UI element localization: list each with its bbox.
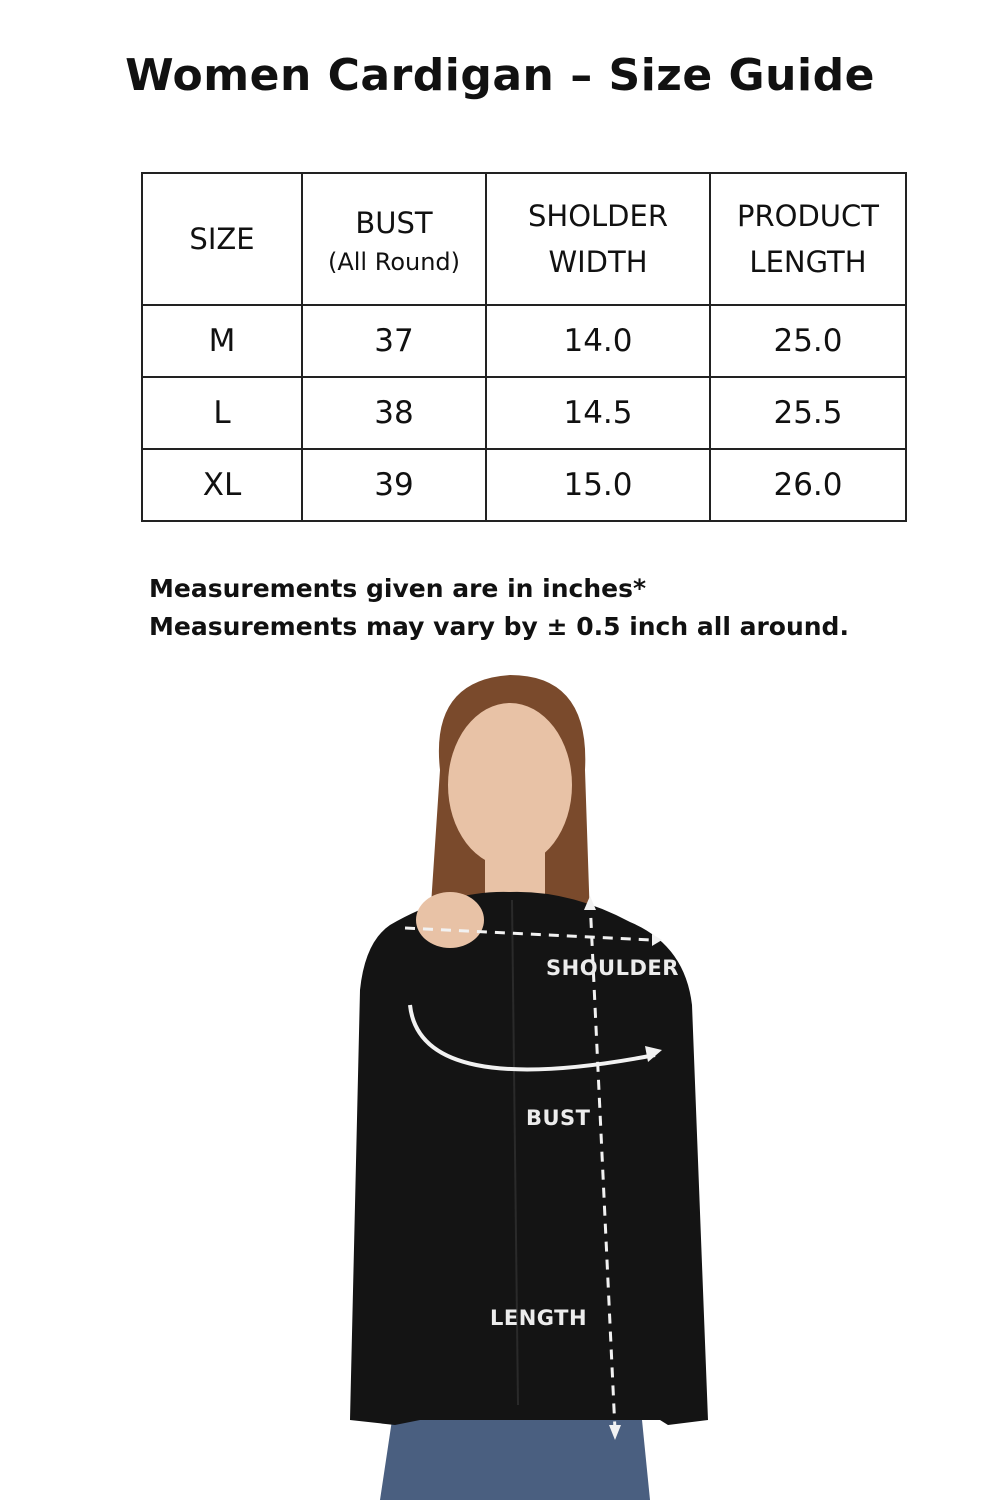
cell-length: 25.0 [710, 305, 906, 377]
model-face [448, 703, 572, 867]
cell-shoulder: 14.5 [486, 377, 710, 449]
bust-label: BUST [526, 1106, 591, 1130]
table-row [142, 377, 906, 449]
length-label: LENGTH [490, 1306, 588, 1330]
measurement-notes [149, 570, 849, 646]
table-header-row [142, 173, 906, 305]
header-shoulder-sublabel: WIDTH [548, 245, 648, 279]
header-length-label: PRODUCT [737, 199, 879, 233]
cell-size: XL [142, 449, 302, 521]
table-row [142, 305, 906, 377]
cell-size: M [142, 305, 302, 377]
cell-bust: 39 [302, 449, 486, 521]
model-illustration [300, 660, 760, 1500]
cell-length: 26.0 [710, 449, 906, 521]
size-chart-table [141, 172, 907, 522]
note-tolerance: Measurements may vary by ± 0.5 inch all around. [149, 612, 849, 641]
cell-length: 25.5 [710, 377, 906, 449]
table-row [142, 449, 906, 521]
shoulder-label: SHOULDER [546, 956, 679, 980]
header-shoulder-label: SHOLDER [527, 199, 668, 233]
cell-bust: 38 [302, 377, 486, 449]
cell-shoulder: 14.0 [486, 305, 710, 377]
cell-size: L [142, 377, 302, 449]
note-units: Measurements given are in inches* [149, 574, 647, 603]
model-hand [416, 892, 484, 948]
header-size-label: SIZE [189, 222, 255, 256]
header-shoulder [486, 173, 710, 305]
model-figure [300, 660, 760, 1500]
header-length [710, 173, 906, 305]
header-length-sublabel: LENGTH [749, 245, 867, 279]
cell-shoulder: 15.0 [486, 449, 710, 521]
cell-bust: 37 [302, 305, 486, 377]
header-size [142, 173, 302, 305]
header-bust [302, 173, 486, 305]
page-title: Women Cardigan – Size Guide [125, 50, 875, 101]
header-bust-sublabel: (All Round) [327, 248, 461, 276]
header-bust-label: BUST [355, 206, 433, 240]
